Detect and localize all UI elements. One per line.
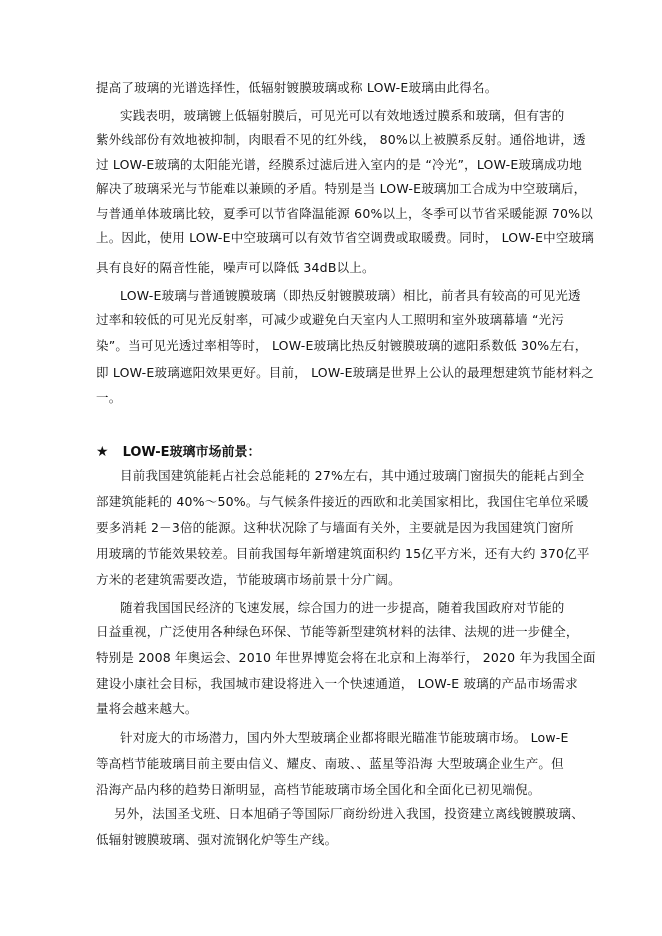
text-line: 建设小康社会目标，我国城市建设将进入一个快速通道， LOW-E 玻璃的产品市场需求: [96, 676, 578, 691]
text-line: 与普通单体玻璃比较，夏季可以节省降温能源 60%以上，冬季可以节省采暖能源 70%以: [96, 206, 593, 221]
star-icon: ★: [96, 444, 109, 460]
text-line: 染”。当可见光透过率相等时， LOW-E玻璃比热反射镀膜玻璃的遮阳系数低 30%左右，: [96, 338, 588, 353]
text-line: 目前我国建筑能耗占社会总能耗的 27%左右，其中通过玻璃门窗损失的能耗占到全: [120, 468, 585, 483]
section-heading-text: LOW-E玻璃市场前景：: [122, 445, 261, 460]
text-line: 特别是 2008 年奥运会、2010 年世界博览会将在北京和上海举行， 2020 年为我国全面: [96, 650, 596, 665]
text-line: 解决了玻璃采光与节能难以兼顾的矛盾。特别是当 LOW-E玻璃加工合成为中空玻璃后，: [96, 181, 587, 196]
text-line: 针对庞大的市场潜力，国内外大型玻璃企业都将眼光瞄准节能玻璃市场。 Low-E: [120, 730, 569, 745]
text-line: 用玻璃的节能效果较差。目前我国每年新增建筑面积约 15亿平方米，还有大约 370亿平: [96, 546, 590, 561]
text-line: 方米的老建筑需要改造，节能玻璃市场前景十分广阔。: [96, 572, 401, 587]
text-line: 提高了玻璃的光谱选择性，低辐射镀膜玻璃或称 LOW-E玻璃由此得名。: [96, 80, 498, 95]
text-line: 量将会越来越大。: [96, 701, 198, 716]
text-line: 另外，法国圣戈班、日本旭硝子等国际厂商纷纷进入我国，投资建立离线镀膜玻璃、: [114, 806, 584, 821]
text-line: 即 LOW-E玻璃遮阳效果更好。目前， LOW-E玻璃是世界上公认的最理想建筑节能材料之: [96, 365, 594, 380]
text-line: 随着我国国民经济的飞速发展，综合国力的进一步提高，随着我国政府对节能的: [120, 600, 565, 615]
text-line: 上。因此，使用 LOW-E中空玻璃可以有效节省空调费或取暖费。同时， LOW-E中空玻璃: [96, 230, 594, 245]
text-line: LOW-E玻璃与普通镀膜玻璃（即热反射镀膜玻璃）相比，前者具有较高的可见光透: [120, 288, 581, 303]
section-heading: [96, 444, 260, 461]
text-line: 要多消耗 2－3倍的能源。这种状况除了与墙面有关外，主要就是因为我国建筑门窗所: [96, 520, 574, 535]
text-line: 实践表明，玻璃镀上低辐射膜后，可见光可以有效地透过膜系和玻璃，但有害的: [120, 108, 565, 123]
text-line: 低辐射镀膜玻璃、强对流钢化炉等生产线。: [96, 832, 338, 847]
text-line: 一。: [96, 390, 122, 405]
text-line: 日益重视，广泛使用各种绿色环保、节能等新型建筑材料的法律、法规的进一步健全，: [96, 624, 579, 639]
text-line: 具有良好的隔音性能，噪声可以降低 34dB以上。: [96, 260, 375, 275]
text-line: 等高档节能玻璃目前主要由信义、耀皮、南玻、、蓝星等沿海 大型玻璃企业生产。但: [96, 756, 564, 771]
text-line: 紫外线部份有效地被抑制，肉眼看不见的红外线， 80%以上被膜系反射。通俗地讲，透: [96, 132, 586, 147]
text-line: 过率和较低的可见光反射率，可减少或避免白天室内人工照明和室外玻璃幕墙 “光污: [96, 312, 565, 327]
text-line: 沿海产品内移的趋势日渐明显，高档节能玻璃市场全国化和全面化已初见端倪。: [96, 782, 541, 797]
text-line: 过 LOW-E玻璃的太阳能光谱，经膜系过滤后进入室内的是 “冷光”，LOW-E玻璃成功地: [96, 157, 582, 172]
text-line: 部建筑能耗的 40%～50%。与气候条件接近的西欧和北美国家相比，我国住宅单位采暖: [96, 494, 589, 509]
